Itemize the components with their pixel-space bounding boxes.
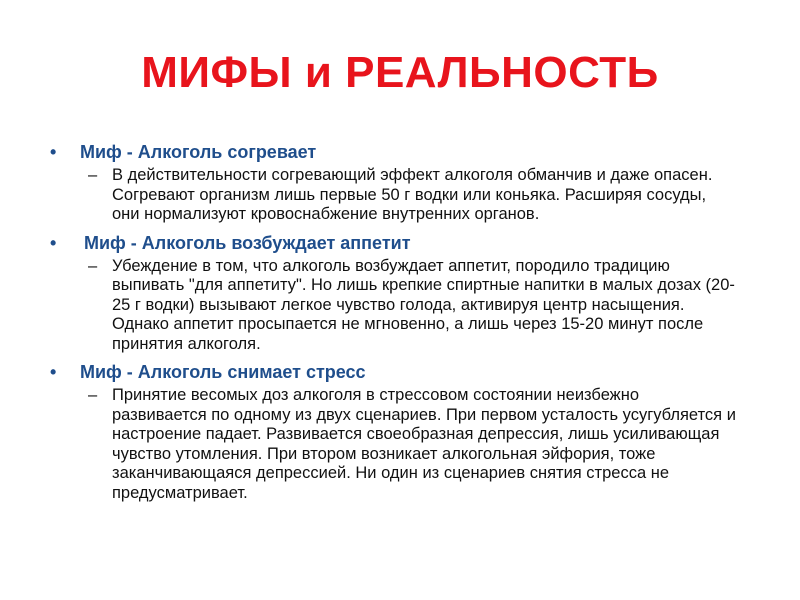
fact-label: В действительности согревающий эффект алкоголя обманчив и даже опасен. Согревают организм лишь первые 50 г водки или коньяка. Расширяя сосуды, они нормализуют кровоснабжение внутренних органов. <box>112 166 713 223</box>
slide-title: МИФЫ и РЕАЛЬНОСТЬ <box>141 48 659 97</box>
myth-label: Миф - Алкоголь возбуждает аппетит <box>84 232 411 253</box>
fact-label: Убеждение в том, что алкоголь возбуждает аппетит, породило традицию выпивать "для аппетиту". Но лишь крепкие спиртные напитки в малых дозах (20-25 г водки) вызывают легкое чувство голода, активируя центр насыщения. Однако аппетит просыпается не мгновенно, а лишь через 15-20 минут после принятия алкоголя. <box>112 256 735 353</box>
dash-icon: – <box>88 386 98 404</box>
dash-icon: – <box>88 166 98 184</box>
dash-icon: – <box>88 256 98 275</box>
myth-heading-2 <box>48 231 738 255</box>
myth-label: Миф - Алкоголь снимает стресс <box>80 362 366 382</box>
myth-heading-1 <box>48 140 738 164</box>
fact-text-2 <box>48 257 738 355</box>
content-list <box>48 140 738 503</box>
fact-text-1 <box>48 166 738 225</box>
fact-text-3 <box>48 386 738 503</box>
myth-label: Миф - Алкоголь согревает <box>80 142 317 162</box>
fact-label: Принятие весомых доз алкоголя в стрессовом состоянии неизбежно развивается по одному из двух сценариев. При первом усталость усугубляется и настроение падает. Развивается своеобразная депрессия, лишь усиливающая чувство утомления. При втором возникает алкогольная эйфория, тоже заканчивающаяся депрессией. Ни один из сценариев снятия стресса не предусматривает. <box>112 386 736 502</box>
bullet-icon: • <box>50 232 57 253</box>
bullet-icon: • <box>50 142 57 162</box>
myth-heading-3 <box>48 360 738 384</box>
bullet-icon: • <box>50 362 57 382</box>
